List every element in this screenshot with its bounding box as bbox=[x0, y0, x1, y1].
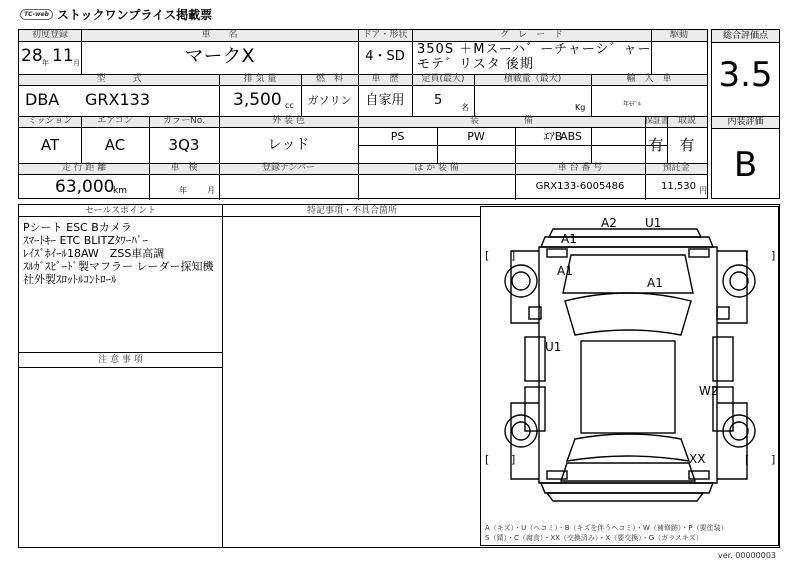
grade-line1: 350S ＋Mスーハ゛ーチャーシ゛ャー bbox=[417, 42, 652, 57]
sales-point-item: 社外製ｽﾛｯﾄﾙｺﾝﾄﾛｰﾙ bbox=[23, 273, 117, 286]
label-mileage: 走 行 距 離 bbox=[61, 163, 107, 173]
label-caution: 注 意 事 項 bbox=[98, 355, 143, 365]
damage-code: A1 bbox=[647, 276, 663, 290]
kg-unit: Kg bbox=[575, 103, 586, 112]
label-first-reg: 初度登録 bbox=[31, 30, 68, 40]
label-import: 輸 入 車 bbox=[626, 74, 672, 84]
sales-points-list bbox=[23, 221, 214, 286]
damage-code: W2 bbox=[699, 384, 719, 398]
bracket-left: [ bbox=[745, 249, 750, 262]
sales-point-item: ﾚｲｽﾞﾎｲｰﾙ18AW ZSS車高調 bbox=[23, 247, 165, 260]
label-displacement: 排 気 量 bbox=[243, 74, 277, 84]
bracket-right: ] bbox=[771, 249, 776, 262]
title-text: ストックワンプライス掲載票 bbox=[56, 8, 213, 22]
color-no-value: 3Q3 bbox=[168, 136, 200, 154]
label-car-name: 車 名 bbox=[201, 30, 238, 40]
capacity-unit: 名 bbox=[461, 103, 469, 112]
equipment-abs: ABS bbox=[560, 130, 582, 143]
label-model: 型 式 bbox=[96, 74, 142, 84]
document-title bbox=[20, 6, 212, 23]
legend-line-1: A（キズ）・U（ヘコミ）・B（キズを伴うヘコミ）・W（補修跡）・P（要塗装） bbox=[485, 524, 728, 532]
bracket-right: ] bbox=[511, 453, 516, 466]
car-outline bbox=[481, 207, 778, 545]
first-reg-month: 11 bbox=[52, 46, 74, 66]
sales-point-item: Pシート ESC Bカメラ bbox=[23, 221, 132, 234]
capacity-value: 5 bbox=[434, 93, 443, 108]
label-mission: ミッション bbox=[27, 116, 73, 126]
mission-value: AT bbox=[40, 136, 60, 154]
manual-value: 有 bbox=[679, 136, 695, 154]
bracket-left: [ bbox=[485, 453, 490, 466]
import-model-year: 年ﾓﾃﾞﾙ bbox=[623, 101, 642, 108]
label-other-equipment: ほ か 装 備 bbox=[414, 163, 459, 173]
mileage-value: 63,000 bbox=[55, 177, 115, 197]
label-exterior-color: 外 装 色 bbox=[272, 116, 305, 126]
exterior-color-value: レッド bbox=[267, 137, 310, 153]
label-door: ドア・形状 bbox=[362, 30, 408, 40]
label-grade: グ レ ー ド bbox=[499, 30, 563, 40]
displacement-value: 3,500 bbox=[233, 90, 282, 110]
label-capacity: 定員(最大) bbox=[421, 74, 465, 84]
cc-unit: cc bbox=[285, 101, 294, 110]
bracket-left: [ bbox=[745, 453, 750, 466]
history-value: 自家用 bbox=[365, 93, 405, 108]
warranty-value: 有 bbox=[648, 136, 664, 154]
label-aircon: エアコン bbox=[97, 116, 133, 126]
version-label: ver. 00000003 bbox=[717, 551, 776, 560]
first-reg-year: 28 bbox=[21, 46, 43, 66]
damage-diagram bbox=[480, 206, 779, 546]
overall-score: 3.5 bbox=[718, 55, 773, 95]
equipment-ps: PS bbox=[390, 130, 405, 143]
label-notes: 特記事項・不具合箇所 bbox=[306, 206, 397, 216]
sales-point-item: ｽﾙｶﾞｽﾋﾟｰﾄﾞ製マフラー レーダー探知機 bbox=[23, 260, 214, 273]
damage-code: XX bbox=[689, 452, 706, 466]
damage-code: A1 bbox=[561, 232, 577, 246]
label-inspection: 車 検 bbox=[170, 163, 198, 173]
model-code: GRX133 bbox=[85, 90, 151, 109]
damage-code: A2 bbox=[601, 216, 617, 230]
equipment-airbag: ｴｱB bbox=[543, 130, 563, 143]
legend-line-2: S（錆）・C（腐食）・XX（交換済み）・X（要交換）・G（ガラスキズ） bbox=[485, 534, 703, 542]
inspection-year-unit: 年 bbox=[179, 186, 187, 195]
evaluation-box bbox=[711, 29, 780, 199]
label-load: 積載量（最大) bbox=[503, 74, 562, 84]
damage-code: A1 bbox=[557, 264, 573, 278]
label-plate: 登録ナンバー bbox=[262, 163, 315, 173]
yen-unit: 円 bbox=[699, 186, 707, 195]
door-shape: 4・SD bbox=[365, 49, 405, 64]
label-sales-points: セールスポイント bbox=[84, 206, 157, 216]
chassis-number: GRX133-6005486 bbox=[535, 181, 625, 192]
label-history: 車 歴 bbox=[371, 74, 399, 84]
label-deposit: 預託金 bbox=[662, 163, 690, 173]
car-name: マークX bbox=[184, 45, 255, 67]
inspection-month-unit: 月 bbox=[207, 186, 215, 195]
sales-point-item: ｽﾏｰﾄｷｰ ETC BLITZﾀﾜｰﾊﾞｰ bbox=[23, 234, 148, 247]
damage-code: U1 bbox=[545, 340, 562, 354]
bracket-right: ] bbox=[511, 249, 516, 262]
aircon-value: AC bbox=[104, 136, 126, 154]
grade-line2: モテ゛リスタ 後期 bbox=[417, 57, 534, 72]
equipment-pw: PW bbox=[467, 130, 485, 143]
label-drive: 駆動 bbox=[669, 30, 688, 40]
label-color-no: カラーNo. bbox=[163, 116, 205, 126]
label-overall: 総合評価点 bbox=[722, 31, 768, 41]
km-unit: km bbox=[113, 186, 127, 196]
spec-grid bbox=[18, 29, 708, 199]
fuel-value: ガソリン bbox=[307, 94, 352, 107]
year-unit: 年 bbox=[42, 59, 49, 67]
bracket-left: [ bbox=[485, 249, 490, 262]
interior-score: B bbox=[733, 145, 758, 185]
tc-web-logo: TC-web bbox=[20, 9, 53, 20]
label-equipment: 装 備 bbox=[469, 116, 533, 126]
deposit-value: 11,530 bbox=[661, 181, 696, 192]
model-prefix: DBA bbox=[25, 90, 60, 109]
bracket-right: ] bbox=[771, 453, 776, 466]
label-manual: 取説 bbox=[677, 116, 696, 126]
damage-code: U1 bbox=[645, 216, 662, 230]
label-warranty: 保証書 bbox=[645, 116, 669, 125]
label-interior: 内装評価 bbox=[727, 117, 764, 127]
month-unit: 月 bbox=[73, 59, 80, 67]
label-fuel: 燃 料 bbox=[315, 74, 343, 84]
label-chassis: 車 台 番 号 bbox=[557, 163, 603, 173]
